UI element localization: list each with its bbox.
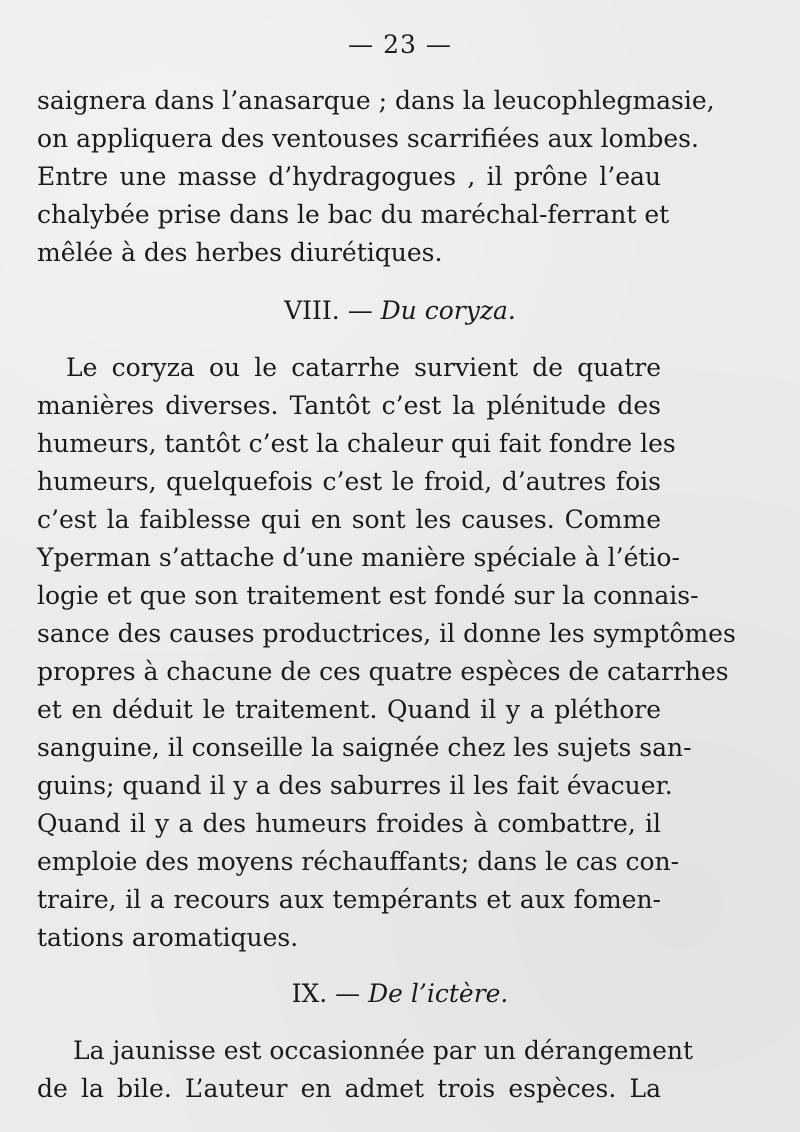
paragraph-2-line: Yperman s’attache d’une manière spéciale à l’étio- bbox=[37, 543, 680, 572]
page-number: — 23 — bbox=[348, 30, 452, 59]
paragraph-2-line: Quand il y a des humeurs froides à combattre, il bbox=[37, 809, 661, 838]
section-dash: — bbox=[335, 979, 361, 1008]
paragraph-2-line: guins; quand il y a des saburres il les fait évacuer. bbox=[37, 771, 673, 800]
paragraph-1-line: on appliquera des ventouses scarrifiées aux lombes. bbox=[37, 124, 699, 153]
paragraph-2-line: humeurs, quelquefois c’est le froid, d’autres fois bbox=[37, 467, 661, 496]
section-numeral: IX. bbox=[291, 979, 328, 1008]
paragraph-2-line: humeurs, tantôt c’est la chaleur qui fait fondre les bbox=[37, 429, 676, 458]
paragraph-2-line: logie et que son traitement est fondé sur la connais- bbox=[37, 581, 699, 610]
section-title: De l’ictère. bbox=[368, 979, 509, 1008]
paragraph-2-line: tations aromatiques. bbox=[37, 923, 299, 952]
paragraph-2-line: Le coryza ou le catarrhe survient de quatre bbox=[66, 353, 661, 382]
paragraph-2-line: sance des causes productrices, il donne les symptômes bbox=[37, 619, 736, 648]
paragraph-2-line: sanguine, il conseille la saignée chez les sujets san- bbox=[37, 733, 692, 762]
paragraph-3-line: de la bile. L’auteur en admet trois espèces. La bbox=[37, 1074, 661, 1103]
paragraph-2-line: c’est la faiblesse qui en sont les causes. Comme bbox=[37, 505, 661, 534]
paragraph-2-line: propres à chacune de ces quatre espèces de catarrhes bbox=[37, 657, 729, 686]
paragraph-2-line: emploie des moyens réchauffants; dans le cas con- bbox=[37, 847, 680, 876]
paragraph-1-line: Entre une masse d’hydragogues , il prône l’eau bbox=[37, 162, 661, 191]
paragraph-3-line: La jaunisse est occasionnée par un dérangement bbox=[73, 1036, 694, 1065]
section-title: Du coryza. bbox=[380, 296, 516, 325]
paragraph-1-line: chalybée prise dans le bac du maréchal-ferrant et bbox=[37, 200, 670, 229]
paragraph-1-line: mêlée à des herbes diurétiques. bbox=[37, 238, 443, 267]
paragraph-2-line: manières diverses. Tantôt c’est la plénitude des bbox=[37, 391, 661, 420]
paragraph-1-line: saignera dans l’anasarque ; dans la leucophlegmasie, bbox=[37, 86, 715, 115]
section-numeral: VIII. bbox=[284, 296, 340, 325]
section-heading-viii bbox=[0, 296, 800, 326]
paragraph-2-line: et en déduit le traitement. Quand il y a pléthore bbox=[37, 695, 661, 724]
section-dash: — bbox=[347, 296, 373, 325]
section-heading-ix bbox=[0, 979, 800, 1009]
paragraph-2-line: traire, il a recours aux tempérants et aux fomen- bbox=[37, 885, 661, 914]
